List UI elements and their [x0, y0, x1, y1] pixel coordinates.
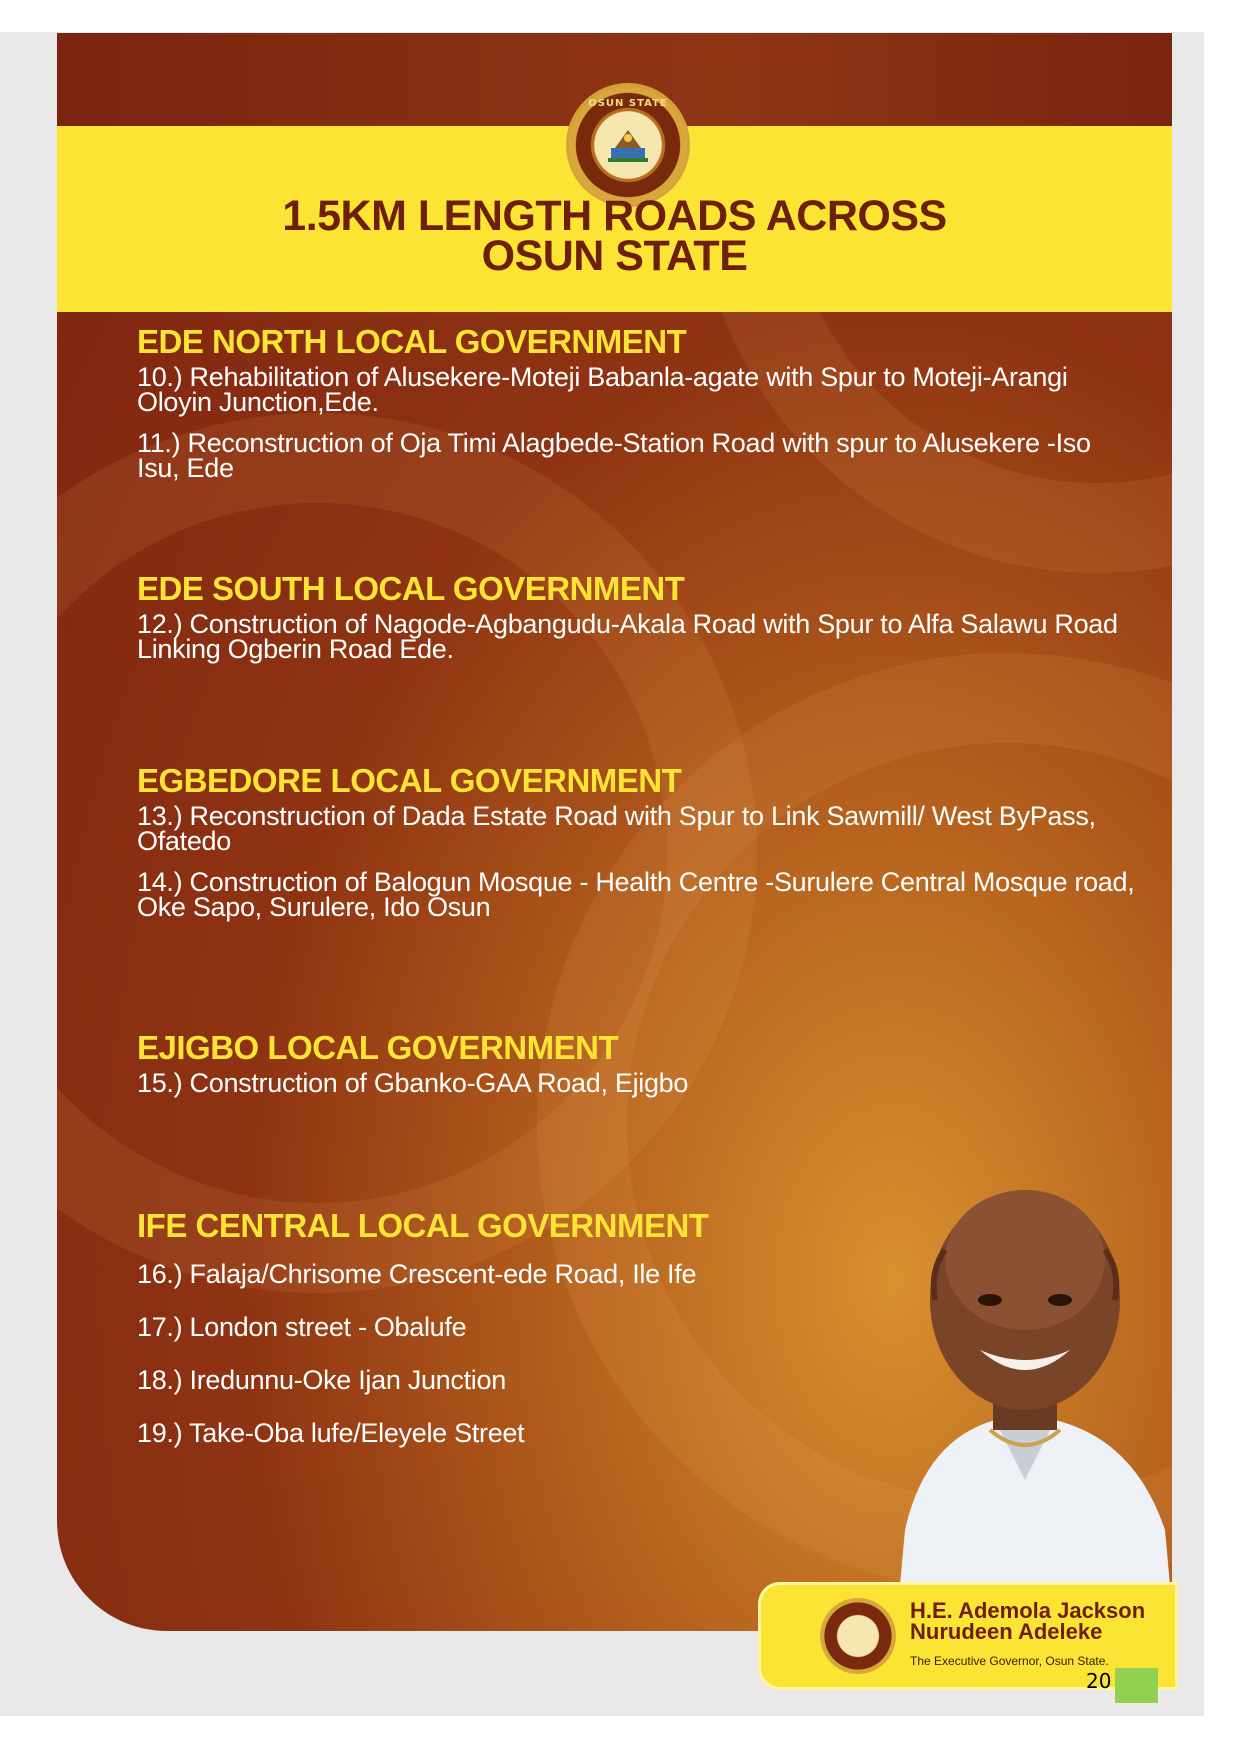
title-line-2: OSUN STATE [481, 232, 748, 280]
road-item: 12.) Construction of Nagode-Agbangudu-Akala Road with Spur to Alfa Salawu Road Linking Ogberin Road Ede. [137, 609, 1118, 664]
page-number: 20 [1086, 1669, 1112, 1693]
section-heading: EJIGBO LOCAL GOVERNMENT [137, 1029, 619, 1066]
section-heading: EGBEDORE LOCAL GOVERNMENT [137, 762, 682, 799]
road-item: 19.) Take-Oba lufe/Eleyele Street [137, 1418, 525, 1448]
section-ede-north [137, 323, 1137, 497]
section-heading: IFE CENTRAL LOCAL GOVERNMENT [137, 1207, 709, 1244]
seal-emblem-icon [603, 120, 653, 170]
road-item: 11.) Reconstruction of Oja Timi Alagbede-Station Road with spur to Alusekere -Iso Isu, Ede [137, 428, 1091, 483]
road-item: 16.) Falaja/Chrisome Crescent-ede Road, Ile Ife [137, 1259, 697, 1289]
road-item: 17.) London street - Obalufe [137, 1312, 467, 1342]
governor-name-line-1: H.E. Ademola Jackson [910, 1598, 1146, 1623]
road-item: 13.) Reconstruction of Dada Estate Road with Spur to Link Sawmill/ West ByPass, Ofatedo [137, 801, 1096, 856]
section-egbedore [137, 762, 1137, 936]
governor-portrait-image [875, 1150, 1175, 1644]
osun-state-seal-logo [569, 86, 687, 204]
seal-text: OSUN STATE [588, 98, 668, 109]
section-ife-central [137, 1207, 837, 1471]
road-item: 18.) Iredunnu-Oke Ijan Junction [137, 1365, 506, 1395]
title-line-1: 1.5KM LENGTH ROADS ACROSS [282, 192, 947, 240]
road-item: 14.) Construction of Balogun Mosque - Health Centre -Surulere Central Mosque road, Oke Sapo, Surulere, Ido Osun [137, 867, 1135, 922]
governor-title: The Executive Governor, Osun State. [910, 1654, 1109, 1668]
page-title [57, 192, 1172, 280]
road-item: 10.) Rehabilitation of Alusekere-Moteji Babanla-agate with Spur to Moteji-Arangi Oloyin Junction,Ede. [137, 362, 1068, 417]
page-marker-box [1115, 1668, 1158, 1703]
section-ede-south [137, 570, 1137, 678]
road-item: 15.) Construction of Gbanko-GAA Road, Ejigbo [137, 1068, 689, 1098]
governor-name [910, 1600, 1172, 1642]
section-ejigbo [137, 1029, 1137, 1112]
section-heading: EDE SOUTH LOCAL GOVERNMENT [137, 570, 685, 607]
osun-state-seal-small-logo [820, 1598, 896, 1674]
section-heading: EDE NORTH LOCAL GOVERNMENT [137, 323, 687, 360]
governor-name-line-2: Nurudeen Adeleke [910, 1619, 1103, 1644]
